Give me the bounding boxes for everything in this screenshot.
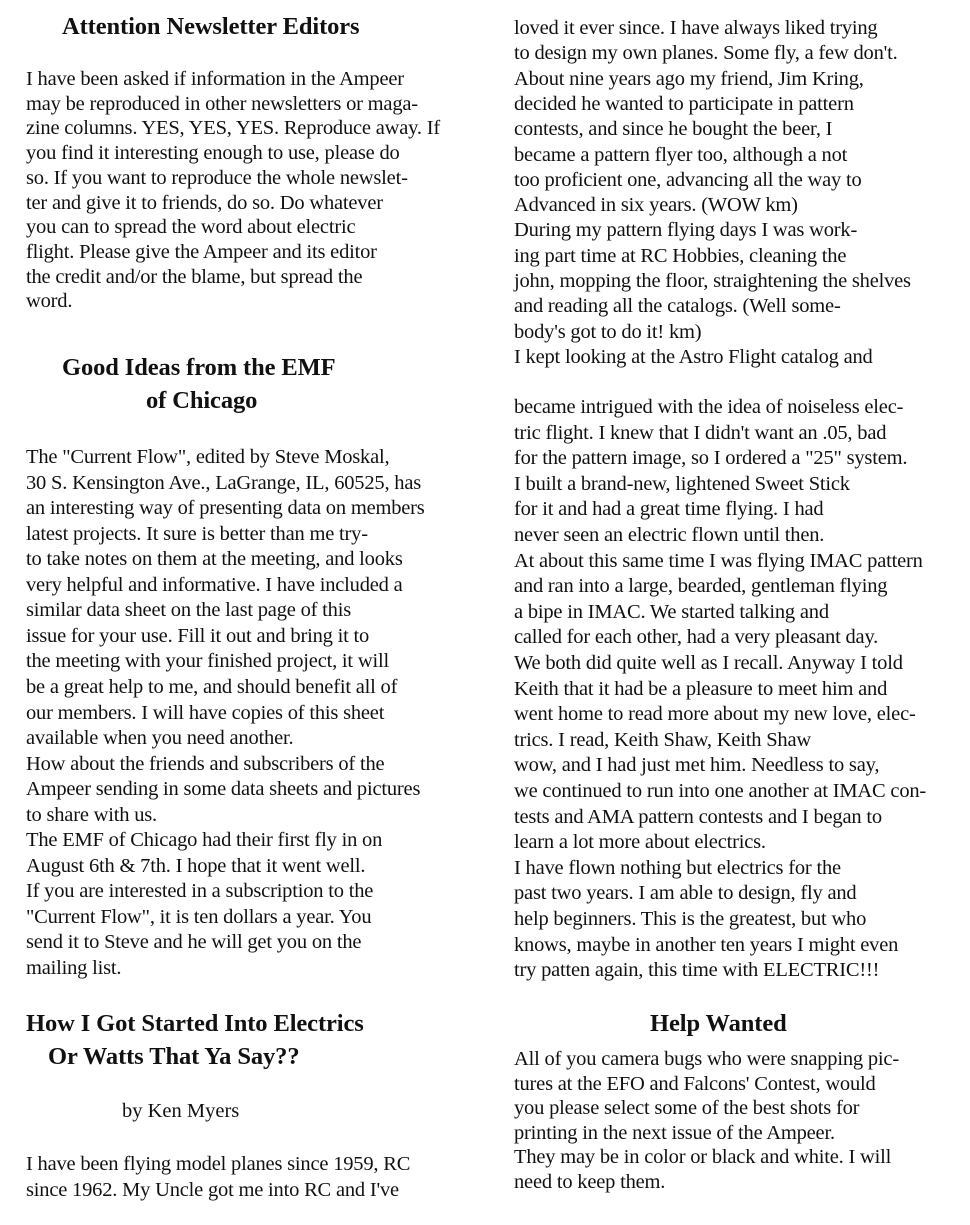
ideas-heading-line2: of Chicago — [146, 387, 258, 414]
text-line: similar data sheet on the last page of this — [26, 599, 352, 622]
text-line: the credit and/or the blame, but spread the — [26, 265, 363, 288]
text-line: too proficient one, advancing all the way to — [514, 168, 862, 191]
text-line: for the pattern image, so I ordered a "25" system. — [514, 447, 908, 470]
text-line: past two years. I am able to design, fly and — [514, 882, 857, 905]
text-line: a bipe in IMAC. We started talking and — [514, 600, 829, 623]
text-line: issue for your use. Fill it out and bring it to — [26, 624, 370, 647]
text-line: learn a lot more about electrics. — [514, 831, 766, 854]
text-line: be a great help to me, and should benefit all of — [26, 675, 398, 698]
text-line: to take notes on them at the meeting, and looks — [26, 548, 403, 571]
text-line: since 1962. My Uncle got me into RC and I've — [26, 1179, 399, 1201]
text-line: knows, maybe in another ten years I might even — [514, 933, 899, 956]
text-line: went home to read more about my new love, elec- — [514, 703, 916, 726]
text-line: flight. Please give the Ampeer and its editor — [26, 240, 377, 263]
text-line: to design my own planes. Some fly, a few don't. — [514, 42, 898, 65]
text-line: word. — [26, 290, 73, 313]
text-line: tric flight. I knew that I didn't want an .05, bad — [514, 421, 887, 444]
text-line: an interesting way of presenting data on members — [26, 497, 425, 520]
text-line: we continued to run into one another at IMAC con- — [514, 780, 927, 802]
text-line: I kept looking at the Astro Flight catalog and — [514, 345, 873, 368]
text-line: loved it ever since. I have always liked trying — [514, 17, 878, 39]
text-line: At about this same time I was flying IMAC pattern — [514, 549, 923, 572]
text-line: zine columns. YES, YES, YES. Reproduce away. If — [26, 117, 440, 140]
text-line: decided he wanted to participate in pattern — [514, 92, 854, 115]
text-line: you can to spread the word about electric — [26, 216, 356, 239]
text-line: I have been asked if information in the Ampeer — [26, 68, 404, 90]
text-line: trics. I read, Keith Shaw, Keith Shaw — [514, 728, 811, 751]
editors-heading: Attention Newsletter Editors — [62, 13, 360, 40]
text-line: 30 S. Kensington Ave., LaGrange, IL, 60525, has — [26, 471, 422, 494]
text-line: may be reproduced in other newsletters or maga- — [26, 92, 418, 115]
text-line: became intrigued with the idea of noiseless elec- — [514, 396, 904, 418]
text-line: ter and give it to friends, do so. Do whatever — [26, 191, 383, 214]
text-line: They may be in color or black and white. I will — [514, 1146, 892, 1169]
text-line: for it and had a great time flying. I had — [514, 498, 824, 521]
text-line: help beginners. This is the greatest, but who — [514, 908, 867, 930]
text-line: I have flown nothing but electrics for the — [514, 856, 841, 879]
text-line: We both did quite well as I recall. Anyway I told — [514, 652, 903, 674]
text-line: Advanced in six years. (WOW km) — [514, 194, 798, 217]
text-line: very helpful and informative. I have included a — [26, 573, 403, 596]
text-line: tures at the EFO and Falcons' Contest, would — [514, 1072, 876, 1095]
text-line: contests, and since he bought the beer, I — [514, 118, 833, 141]
text-line: john, mopping the floor, straightening the shelves — [514, 270, 911, 292]
text-line: you find it interesting enough to use, please do — [26, 142, 400, 165]
text-line: tests and AMA pattern contests and I began to — [514, 805, 882, 828]
text-line: and ran into a large, bearded, gentleman flying — [514, 575, 888, 598]
text-line: The EMF of Chicago had their first fly in on — [26, 829, 383, 852]
text-line: Keith that it had be a pleasure to meet him and — [514, 677, 888, 700]
text-line: wow, and I had just met him. Needless to say, — [514, 754, 880, 777]
text-line: need to keep them. — [514, 1171, 666, 1193]
text-line: mailing list. — [26, 957, 122, 979]
text-line: If you are interested in a subscription to the — [26, 880, 374, 903]
text-line: you please select some of the best shots for — [514, 1097, 860, 1120]
byline: by Ken Myers — [122, 1100, 240, 1122]
help-wanted-heading: Help Wanted — [650, 1010, 787, 1037]
text-line: so. If you want to reproduce the whole newslet- — [26, 166, 408, 189]
text-line: available when you need another. — [26, 727, 294, 750]
text-line: called for each other, had a very pleasant day. — [514, 626, 879, 649]
text-line: Ampeer sending in some data sheets and pictures — [26, 778, 421, 801]
text-line: printing in the next issue of the Ampeer. — [514, 1121, 835, 1144]
text-line: August 6th & 7th. I hope that it went well. — [26, 854, 366, 877]
text-line: "Current Flow", it is ten dollars a year. You — [26, 905, 372, 928]
text-line: All of you camera bugs who were snapping pic- — [514, 1048, 899, 1070]
text-line: and reading all the catalogs. (Well some- — [514, 295, 841, 318]
text-line: try patten again, this time with ELECTRIC!!! — [514, 959, 880, 982]
text-line: About nine years ago my friend, Jim Kring, — [514, 67, 864, 90]
text-line: How about the friends and subscribers of the — [26, 752, 385, 775]
text-line: never seen an electric flown until then. — [514, 524, 825, 546]
text-line: ing part time at RC Hobbies, cleaning the — [514, 244, 847, 267]
text-line: to share with us. — [26, 803, 157, 826]
text-line: I have been flying model planes since 1959, RC — [26, 1153, 411, 1175]
text-line: became a pattern flyer too, although a not — [514, 143, 848, 166]
started-heading-line2: Or Watts That Ya Say?? — [48, 1043, 300, 1070]
started-heading-line1: How I Got Started Into Electrics — [26, 1010, 364, 1037]
text-line: the meeting with your finished project, it will — [26, 650, 389, 673]
text-line: send it to Steve and he will get you on the — [26, 931, 362, 954]
text-line: I built a brand-new, lightened Sweet Stick — [514, 472, 850, 495]
text-line: During my pattern flying days I was work- — [514, 219, 858, 242]
text-line: The "Current Flow", edited by Steve Moskal, — [26, 446, 390, 468]
text-line: latest projects. It sure is better than me try- — [26, 522, 368, 545]
ideas-heading-line1: Good Ideas from the EMF — [62, 354, 336, 381]
text-line: our members. I will have copies of this sheet — [26, 701, 385, 724]
text-line: body's got to do it! km) — [514, 320, 702, 343]
